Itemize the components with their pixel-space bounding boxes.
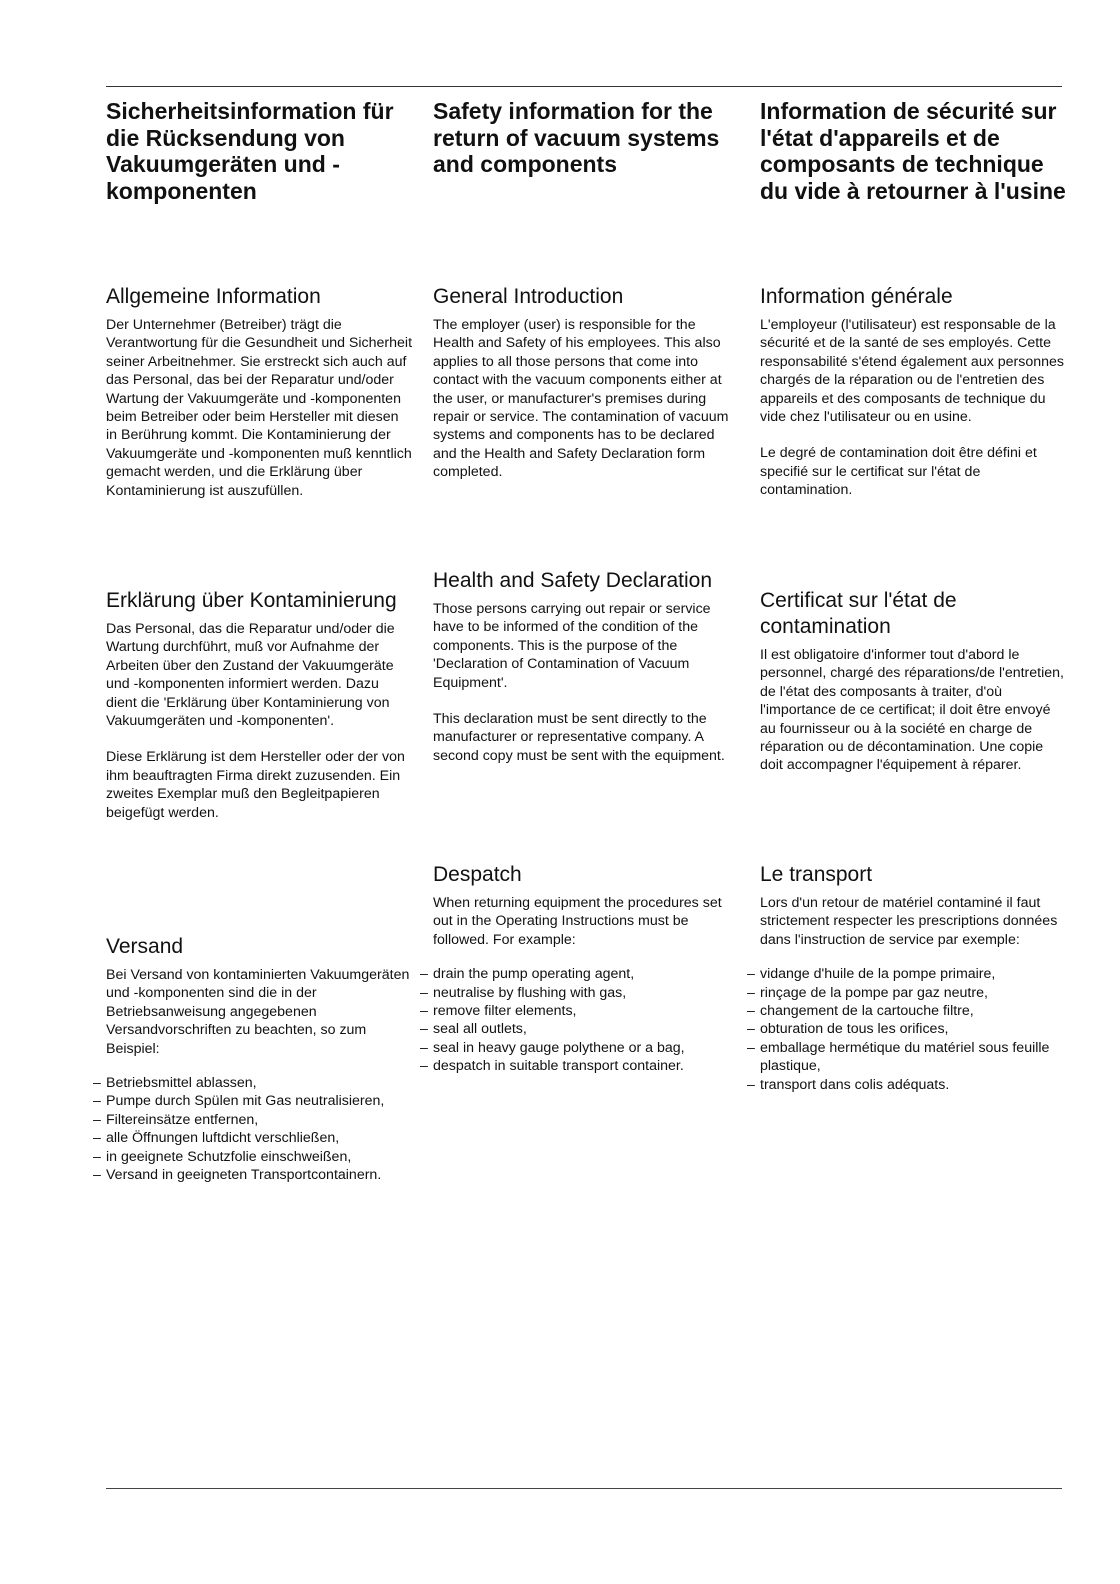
list-item: – changement de la cartouche filtre, xyxy=(747,1002,1066,1020)
section-heading: Le transport xyxy=(760,863,873,886)
list-item: – neutralise by flushing with gas, xyxy=(420,984,739,1002)
list-item: – despatch in suitable transport container. xyxy=(420,1057,739,1075)
bottom-rule xyxy=(106,1488,1062,1489)
list-item: – Filtereinsätze entfernen, xyxy=(93,1111,412,1129)
list-item: – Pumpe durch Spülen mit Gas neutralisieren, xyxy=(93,1092,412,1110)
list-item: – alle Öffnungen luftdicht verschließen, xyxy=(93,1129,412,1147)
section-heading: Health and Safety Declaration xyxy=(433,569,712,592)
section-text: Das Personal, das die Reparatur und/oder die Wartung durchführt, muß vor Aufnahme der Arbeiten über den Zustand der Vakuumgeräte und -komponenten informiert werden. Dazu dient die 'Erklärung über Kontaminierung von Vakuumgeräten und -komponenten'. xyxy=(106,621,395,730)
column-title: Safety information for the return of vacuum systems and components xyxy=(433,98,720,177)
list-item: – drain the pump operating agent, xyxy=(420,965,739,983)
column-french xyxy=(760,98,1066,1093)
list-item: – seal all outlets, xyxy=(420,1020,739,1038)
section-text: Der Unternehmer (Betreiber) trägt die Verantwortung für die Gesundheit und Sicherheit seiner Arbeitnehmer. Sie erstreckt sich auch auf das Personal, das bei der Reparatur und/oder Wartung der Vakuumgeräte und -komponenten beim Betreiber oder beim Hersteller mit diesen in Berührung kommt. Die Kontaminierung der Vakuumgeräte und -komponenten muß kenntlich gemacht werden, und die Erklärung über Kontaminierung ist auszufüllen. xyxy=(106,317,413,499)
list-item: – emballage hermétique du matériel sous feuille plastique, xyxy=(747,1039,1066,1076)
list-item: – Betriebsmittel ablassen, xyxy=(93,1074,412,1092)
despatch-list xyxy=(747,965,1066,1094)
column-english xyxy=(433,98,739,1075)
section-heading: Despatch xyxy=(433,863,522,886)
section-heading: Information générale xyxy=(760,285,953,308)
list-item: – transport dans colis adéquats. xyxy=(747,1076,1066,1094)
section-text: Diese Erklärung ist dem Hersteller oder der von ihm beauftragten Firma direkt zuzusenden. Ein zweites Exemplar muß den Begleitpapieren beigefügt werden. xyxy=(106,749,405,821)
column-title: Sicherheitsinformation für die Rücksendung von Vakuumgeräten und -komponenten xyxy=(106,98,394,204)
top-rule xyxy=(106,86,1062,87)
list-item: – seal in heavy gauge polythene or a bag, xyxy=(420,1039,739,1057)
section-heading: Allgemeine Information xyxy=(106,285,321,308)
column-german xyxy=(106,98,413,1184)
section-declaration xyxy=(760,588,1066,775)
list-item: – Versand in geeigneten Transportcontainern. xyxy=(93,1166,412,1184)
list-item: – rinçage de la pompe par gaz neutre, xyxy=(747,984,1066,1002)
section-general xyxy=(433,284,739,482)
section-heading: General Introduction xyxy=(433,285,624,308)
list-item: – remove filter elements, xyxy=(420,1002,739,1020)
section-text: Those persons carrying out repair or service have to be informed of the condition of the components. This is the purpose of the 'Declaration of Contamination of Vacuum Equipment'. xyxy=(433,601,711,691)
section-text: This declaration must be sent directly to the manufacturer or representative company. A second copy must be sent with the equipment. xyxy=(433,711,725,764)
section-general xyxy=(106,284,412,500)
section-text: Lors d'un retour de matériel contaminé il faut strictement respecter les prescriptions données dans l'instruction de service par exemple: xyxy=(760,895,1058,948)
column-title: Information de sécurité sur l'état d'appareils et de composants de technique du vide à retourner à l'usine xyxy=(760,98,1066,204)
section-despatch xyxy=(760,862,1066,1094)
list-item: – obturation de tous les orifices, xyxy=(747,1020,1066,1038)
section-despatch xyxy=(433,862,739,1076)
section-heading: Erklärung über Kontaminierung xyxy=(106,589,397,612)
section-text: Il est obligatoire d'informer tout d'abord le personnel, chargé des réparations/de l'entretien, de l'état des composants à traiter, d'où l'importance de ce certificat; il doit être envoyé au fournisseur ou à la société en charge de réparation ou de décontamination. Une copie doit accompagner l'équipement à réparer. xyxy=(760,647,1064,774)
section-text: Bei Versand von kontaminierten Vakuumgeräten und -komponenten sind die in der Betriebsanweisung angegebenen Versandvorschriften zu beachten, so zum Beispiel: xyxy=(106,967,410,1057)
section-text: L'employeur (l'utilisateur) est responsable de la sécurité et de la santé de ses employés. Cette responsabilité s'étend également aux personnes chargés de la réparation ou de l'entretien des appareils et des composants de technique du vide chez l'utilisateur ou en usine. xyxy=(760,317,1064,426)
section-heading: Certificat sur l'état de contamination xyxy=(760,589,957,638)
list-item: – in geeignete Schutzfolie einschweißen, xyxy=(93,1148,412,1166)
list-item: – vidange d'huile de la pompe primaire, xyxy=(747,965,1066,983)
section-heading: Versand xyxy=(106,935,184,958)
section-declaration xyxy=(106,588,412,822)
despatch-list xyxy=(420,965,739,1075)
section-declaration xyxy=(433,568,739,765)
section-general xyxy=(760,284,1066,500)
despatch-list xyxy=(93,1074,412,1184)
section-text: When returning equipment the procedures set out in the Operating Instructions must be followed. For example: xyxy=(433,895,722,948)
section-despatch xyxy=(106,934,412,1184)
section-text: The employer (user) is responsible for the Health and Safety of his employees. This also applies to all those persons that come into contact with the vacuum components either at the user, or manufacturer's premises during repair or service. The contamination of vacuum systems and components has to be declared and the Health and Safety Declaration form completed. xyxy=(433,317,729,481)
section-text: Le degré de contamination doit être défini et specifié sur le certificat sur l'état de contamination. xyxy=(760,445,1037,499)
